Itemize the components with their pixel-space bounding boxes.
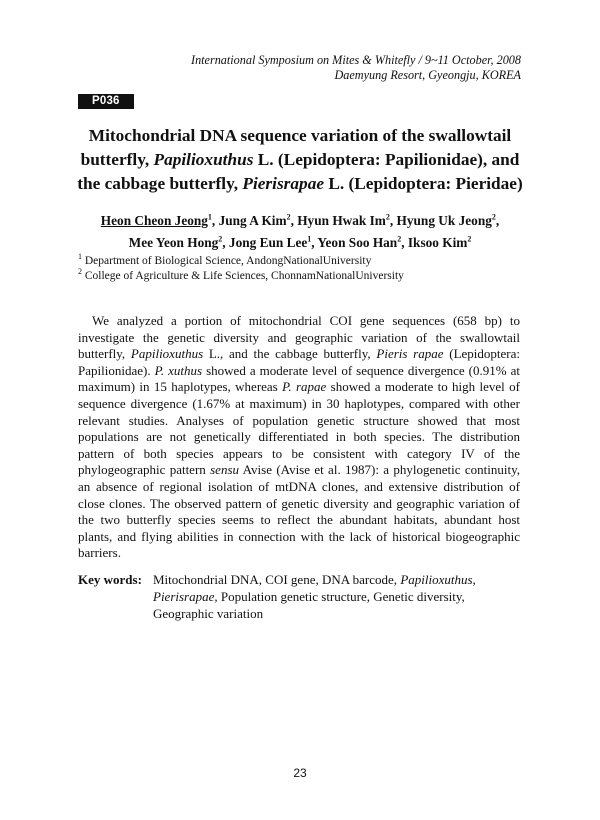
affiliation-number: 2 [78,266,82,276]
author-separator: , [495,213,500,228]
title-text-3: L. (Lepidoptera: Pieridae) [324,174,523,193]
keyword-text: , [472,572,476,587]
affiliation-text: College of Agriculture & Life Sciences, ChonnamNationalUniversity [82,269,404,282]
author-affiliation-mark: 2 [491,212,496,222]
keyword-species: Papilioxuthus [400,572,473,587]
author-line-1 [101,213,499,228]
author-separator: , [290,213,298,228]
author-name: Jong Eun Lee [228,235,308,250]
author-separator: , [211,213,219,228]
affiliation-text: Department of Biological Science, AndongNationalUniversity [82,255,372,267]
author-separator: , [401,235,408,250]
author-list [70,210,530,254]
keyword-text: , Population genetic structure, Genetic diversity, Geographic variation [153,588,465,621]
author-name: Hyun Hwak Im [297,213,386,228]
author-separator: , [311,235,318,250]
author-separator: , [389,213,397,228]
affiliation-item [78,254,404,269]
author-affiliation-mark: 2 [385,212,390,222]
author-affiliation-mark: 2 [286,212,291,222]
author-name: Yeon Soo Han [317,235,398,250]
paper-title [70,124,530,196]
author-name: Jung A Kim [218,213,287,228]
abstract-species: Pieris rapae [376,346,444,362]
title-species-1: Papilioxuthus [153,150,254,169]
author-affiliation-mark: 1 [307,234,312,244]
author-affiliation-mark: 2 [218,234,223,244]
abstract-text: Avise (Avise et al. 1987): a phylogenetic continuity, an absence of regional isolation of mtDNA clones, and extensive distribution of close clones. The observed pattern of genetic diversity and geographic variation of the two butterfly species seems to reflect the abundant habitats, abundant host plants, and flying abilities in connection with the lack of historical biogeographic barriers. [78,462,520,561]
keyword-text: Mitochondrial DNA, COI gene, DNA barcode, [153,572,401,587]
author-name: Iksoo Kim [407,235,468,250]
header-conference-line: International Symposium on Mites & Whitefly / 9~11 October, 2008 [191,53,521,67]
running-header [191,53,521,82]
keywords-list [153,572,520,622]
abstract-species: Papilioxuthus [130,346,204,362]
title-text-2: L. (Lepidoptera: Papilionidae), and the cabbage butterfly, [77,150,520,193]
keywords-label: Key words: [78,572,142,587]
abstract-paragraph [78,313,520,562]
abstract-text: L., and the cabbage butterfly, [203,346,377,362]
page-number: 23 [293,766,307,780]
affiliation-number: 1 [78,252,82,262]
author-name: Mee Yeon Hong [128,235,219,250]
title-species-2: Pierisrapae [242,174,325,193]
keyword-species: Pierisrapae [153,588,215,604]
abstract-text: showed a moderate level of sequence divergence (0.91% at maximum) in 15 haplotypes, whereas [78,362,520,395]
keywords-block [78,572,520,622]
affiliation-item [78,266,404,284]
author-name: Hyung Uk Jeong [396,213,492,228]
abstract-latin-term: sensu [210,462,240,478]
author-line-2 [129,235,472,250]
abstract-text: showed a moderate to high level of sequence divergence (1.67% at maximum) in 30 haplotypes, compared with other relevant studies. Analyses of population genetic structure showed that most populations are not genetically differentiated in both species. The distribution pattern of both species appears to be consistent with category IV of the phylogeographic pattern [78,379,520,478]
abstract-text: We analyzed a portion of mitochondrial COI gene sequences (658 bp) to investigate the genetic diversity and geographic variation of the swallowtail butterfly, [78,313,520,362]
author-affiliation-mark: 2 [467,234,472,244]
author-affiliation-mark: 2 [397,234,402,244]
poster-code-badge: P036 [78,94,134,109]
abstract-text: (Lepidoptera: Papilionidae). [78,346,520,378]
author-name: Heon Cheon Jeong [100,213,208,228]
abstract-species: P. xuthus [154,362,203,378]
header-venue-line: Daemyung Resort, Gyeongju, KOREA [334,67,521,82]
title-text-1: Mitochondrial DNA sequence variation of the swallowtail butterfly, [80,126,512,169]
author-separator: , [222,235,229,250]
author-affiliation-mark: 1 [207,212,212,222]
abstract-species: P. rapae [282,379,327,395]
affiliation-list [78,254,404,283]
